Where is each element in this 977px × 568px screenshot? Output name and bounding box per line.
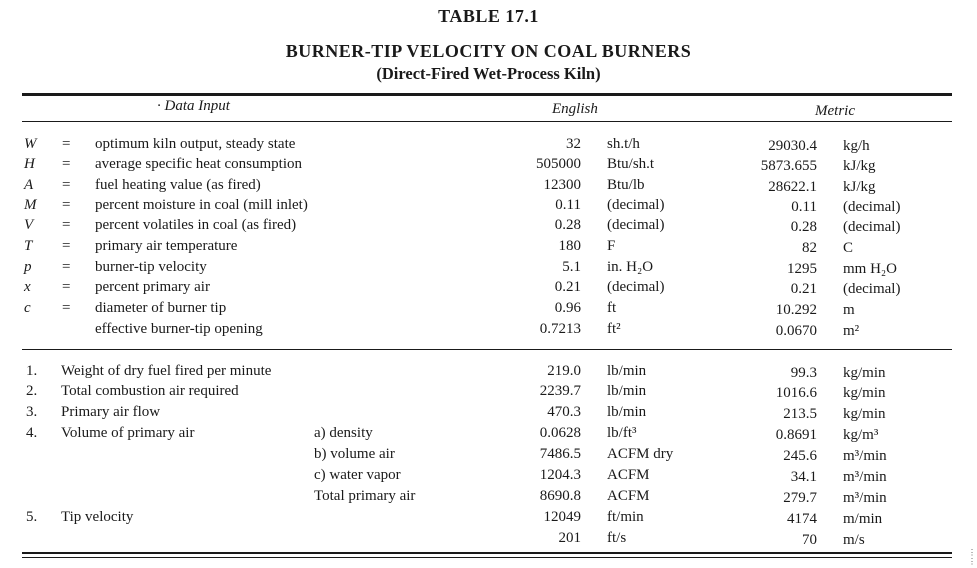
- input-english-unit: ft²: [607, 321, 621, 337]
- input-description: average specific heat consumption: [95, 156, 302, 172]
- input-description: effective burner-tip opening: [95, 321, 263, 337]
- input-equals: =: [62, 300, 71, 316]
- result-metric-unit: m/s: [843, 532, 865, 548]
- result-description: Primary air flow: [61, 404, 161, 420]
- result-english-unit: lb/min: [607, 383, 647, 399]
- input-metric-value: 0.0670: [775, 323, 817, 339]
- result-description: Weight of dry fuel fired per minute: [61, 363, 272, 379]
- input-metric-unit: (decimal): [843, 219, 901, 235]
- input-equals: =: [62, 238, 71, 254]
- header-data-input-label: Data Input: [164, 98, 230, 114]
- result-english-unit: ACFM: [607, 488, 650, 504]
- input-metric-unit: (decimal): [843, 199, 901, 215]
- header-english: English: [552, 101, 598, 117]
- result-english-value: 7486.5: [539, 446, 581, 462]
- input-symbol: x: [24, 279, 31, 295]
- input-description: primary air temperature: [95, 238, 238, 254]
- input-english-unit: in. H₂O: [607, 259, 654, 275]
- result-english-unit: lb/ft³: [607, 425, 637, 441]
- input-metric-unit: kg/h: [843, 138, 870, 154]
- result-english-value: 2239.7: [539, 383, 581, 399]
- header-metric: Metric: [815, 103, 855, 119]
- result-subitem: a) density: [314, 425, 373, 441]
- result-description: Volume of primary air: [61, 425, 195, 441]
- top-rule: [22, 93, 952, 96]
- input-equals: =: [62, 136, 71, 152]
- result-metric-value: 1016.6: [775, 385, 817, 401]
- result-metric-value: 0.8691: [775, 427, 817, 443]
- result-metric-unit: m/min: [843, 511, 883, 527]
- input-equals: =: [62, 177, 71, 193]
- input-english-unit: ft: [607, 300, 617, 316]
- result-description: Total combustion air required: [61, 383, 239, 399]
- input-description: percent volatiles in coal (as fired): [95, 217, 297, 233]
- result-english-value: 12049: [543, 509, 581, 525]
- result-metric-value: 245.6: [783, 448, 817, 464]
- result-metric-value: 34.1: [790, 469, 817, 485]
- input-symbol: T: [24, 238, 33, 254]
- input-symbol: A: [24, 177, 34, 193]
- input-metric-value: 0.21: [790, 281, 817, 297]
- input-description: fuel heating value (as fired): [95, 177, 261, 193]
- result-english-value: 1204.3: [539, 467, 581, 483]
- input-metric-value: 10.292: [775, 302, 817, 318]
- input-english-unit: (decimal): [607, 279, 665, 295]
- input-english-value: 0.11: [555, 197, 581, 213]
- input-english-value: 32: [566, 136, 581, 152]
- result-english-unit: ACFM dry: [607, 446, 674, 462]
- result-english-unit: ft/min: [607, 509, 644, 525]
- input-description: percent moisture in coal (mill inlet): [95, 197, 308, 213]
- result-english-unit: ft/s: [607, 530, 627, 546]
- input-metric-value: 28622.1: [768, 179, 817, 195]
- input-english-unit: F: [607, 238, 616, 254]
- result-subitem: b) volume air: [314, 446, 395, 462]
- input-description: percent primary air: [95, 279, 210, 295]
- result-subitem: c) water vapor: [314, 467, 401, 483]
- header-rule: [22, 121, 952, 122]
- input-metric-value: 0.11: [791, 199, 817, 215]
- result-metric-value: 99.3: [790, 365, 817, 381]
- result-metric-unit: kg/m³: [843, 427, 879, 443]
- result-metric-unit: m³/min: [843, 448, 887, 464]
- result-english-unit: ACFM: [607, 467, 650, 483]
- input-symbol: c: [24, 300, 31, 316]
- result-metric-unit: kg/min: [843, 406, 886, 422]
- result-number: 5.: [26, 509, 38, 525]
- input-equals: =: [62, 197, 71, 213]
- header-data-input: · Data Input: [157, 98, 230, 114]
- edge-marks: ⋮ ⋮: [968, 548, 976, 566]
- bottom-rule: [22, 552, 952, 554]
- result-english-value: 8690.8: [539, 488, 581, 504]
- input-description: diameter of burner tip: [95, 300, 227, 316]
- result-english-value: 0.0628: [539, 425, 581, 441]
- input-symbol: p: [24, 259, 32, 275]
- result-number: 1.: [26, 363, 38, 379]
- input-metric-unit: kJ/kg: [843, 158, 876, 174]
- section-rule: [22, 349, 952, 350]
- bottom-rule-thin: [22, 557, 952, 558]
- result-metric-value: 70: [802, 532, 817, 548]
- input-equals: =: [62, 259, 71, 275]
- input-equals: =: [62, 279, 71, 295]
- input-english-unit: (decimal): [607, 197, 665, 213]
- result-number: 3.: [26, 404, 38, 420]
- result-metric-value: 213.5: [783, 406, 817, 422]
- result-english-value: 201: [558, 530, 581, 546]
- input-symbol: V: [24, 217, 34, 233]
- input-english-unit: Btu/lb: [607, 177, 645, 193]
- result-metric-unit: m³/min: [843, 490, 887, 506]
- input-english-unit: (decimal): [607, 217, 665, 233]
- result-description: Tip velocity: [61, 509, 134, 525]
- input-english-value: 505000: [536, 156, 581, 172]
- result-number: 4.: [26, 425, 38, 441]
- input-metric-value: 5873.655: [760, 158, 817, 174]
- input-equals: =: [62, 217, 71, 233]
- input-metric-value: 82: [802, 240, 817, 256]
- input-equals: =: [62, 156, 71, 172]
- input-metric-unit: mm H₂O: [843, 261, 897, 277]
- input-english-value: 12300: [543, 177, 581, 193]
- result-metric-unit: kg/min: [843, 385, 886, 401]
- input-symbol: W: [24, 136, 37, 152]
- result-metric-unit: m³/min: [843, 469, 887, 485]
- input-description: burner-tip velocity: [95, 259, 207, 275]
- input-english-unit: sh.t/h: [607, 136, 640, 152]
- input-english-value: 5.1: [562, 259, 581, 275]
- input-metric-unit: kJ/kg: [843, 179, 876, 195]
- result-english-unit: lb/min: [607, 404, 647, 420]
- input-description: optimum kiln output, steady state: [95, 136, 296, 152]
- input-metric-unit: m: [843, 302, 855, 318]
- input-english-value: 180: [558, 238, 581, 254]
- input-symbol: H: [24, 156, 35, 172]
- input-metric-unit: (decimal): [843, 281, 901, 297]
- input-metric-value: 1295: [787, 261, 817, 277]
- input-english-value: 0.28: [554, 217, 581, 233]
- table-number: TABLE 17.1: [438, 6, 539, 26]
- input-english-value: 0.96: [554, 300, 581, 316]
- result-number: 2.: [26, 383, 38, 399]
- input-metric-value: 29030.4: [768, 138, 817, 154]
- result-subitem: Total primary air: [314, 488, 416, 504]
- input-symbol: M: [24, 197, 37, 213]
- table-subtitle: (Direct-Fired Wet-Process Kiln): [376, 64, 601, 83]
- input-english-value: 0.7213: [539, 321, 581, 337]
- input-english-unit: Btu/sh.t: [607, 156, 655, 172]
- table-title: BURNER-TIP VELOCITY ON COAL BURNERS: [285, 41, 692, 61]
- input-metric-unit: C: [843, 240, 854, 256]
- result-english-value: 219.0: [547, 363, 581, 379]
- result-metric-value: 4174: [787, 511, 817, 527]
- result-metric-unit: kg/min: [843, 365, 886, 381]
- input-english-value: 0.21: [554, 279, 581, 295]
- result-english-value: 470.3: [547, 404, 581, 420]
- input-metric-unit: m²: [843, 323, 860, 339]
- result-english-unit: lb/min: [607, 363, 647, 379]
- result-metric-value: 279.7: [783, 490, 817, 506]
- input-metric-value: 0.28: [790, 219, 817, 235]
